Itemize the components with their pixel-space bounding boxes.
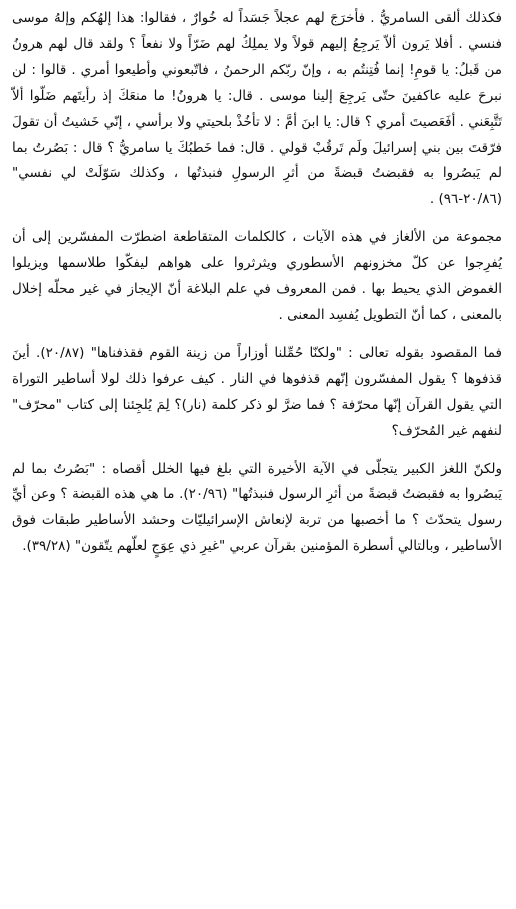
paragraph-big-puzzle: ولكنّ اللغز الكبير يتجلّى في الآية الأخيرة التي بلغ فيها الخلل أقصاه : "بَصُرتُ بما لم يَبصُروا به فقبضتُ قبضةً من أثرِ الرسول فنبذتُها" (٢٠/٩٦). ما هي هذه القبضة ؟ وعن أيِّ رسول يتحدّث ؟ ما أخصبها من تربة لإنعاش الإسرائيليّات وحشد الأساطير طبقات فوق الأساطير ، وبالتالي أسطرة المؤمنين بقرآن عربي "غيرِ ذي عِوَجٍ لعلّهم يتّقون" (٣٩/٢٨). <box>12 460 502 555</box>
paragraph-burdens-question: فما المقصود بقوله تعالى : "ولكنّا حُمِّلنا أوزاراً من زينة القوم فقذفناها" (٢٠/٨٧). أينَ قذفوها ؟ يقول المفسّرون إنّهم قذفوها في النار . كيف عرفوا ذلك لولا أساطير التوراة التي يقول القرآن إنّها محرّفة ؟ فما ضرَّ لو ذكر كلمة (نار)؟ لِمَ يُلجِئنا إلى كتاب "محرّف" لنفهم غير المُحرّف؟ <box>12 344 502 439</box>
paragraph-puzzles: مجموعة من الألغاز في هذه الآيات ، كالكلمات المتقاطعة اضطرّت المفسّرين إلى أن يُفرِجوا عن كلّ مخزونهم الأسطوري ويثرثروا على هواهم ليفكّوا طلاسمها ويزيلوا الغموض الذي يحيط بها . فمن المعروف في علم البلاغة أنّ الإيجاز في غير محلّه إخلال بالمعنى ، كما أنّ التطويل يُفسِد المعنى . <box>12 229 502 323</box>
paragraph-quran-quote: فكذلك ألقى السامريُّ . فأخرَجَ لهم عجلاً جَسَداً له خُوارٌ ، فقالوا: هذا إلهُكم وإلهُ موسى فنسي . أفلا يَرون ألاّ يَرجِعُ إليهم قولاً ولا يملِكُ لهم ضَرّاً ولا نفعاً ؟ ولقد قال لهم هرونُ من قَبلُ: يا قومِ! إنما فُتِنتُم به ، وإنّ ربّكم الرحمنُ ، فاتّبعوني وأطيعوا أمري . قالوا : لن نبرحَ عليه عاكفينَ حتّى يَرجِعَ إلينا موسى . قال: يا هرونُ! ما منعَكَ إذ رأيتَهم ضَلّوا ألاّ تَتَّبِعَني . أفَعَصيتَ أمري ؟ قال: يا ابنَ أمَّ : لا تأخُذْ بلحيتي ولا برأسي ، إنّي خَشيتُ أن تقولَ فرّقتَ بين بني إسرائيلَ ولَم تَرقُبْ قولي . قال: فما خَطبُكَ يا سامريُّ ؟ قال : بَصُرتُ بما لم يَبصُروا به فقبضتُ قبضةً من أثرِ الرسولِ فنبذتُها ، وكذلك سَوّلَتْ لي نفسي" (٢٠/٨٦-٩٦) . <box>12 10 502 208</box>
